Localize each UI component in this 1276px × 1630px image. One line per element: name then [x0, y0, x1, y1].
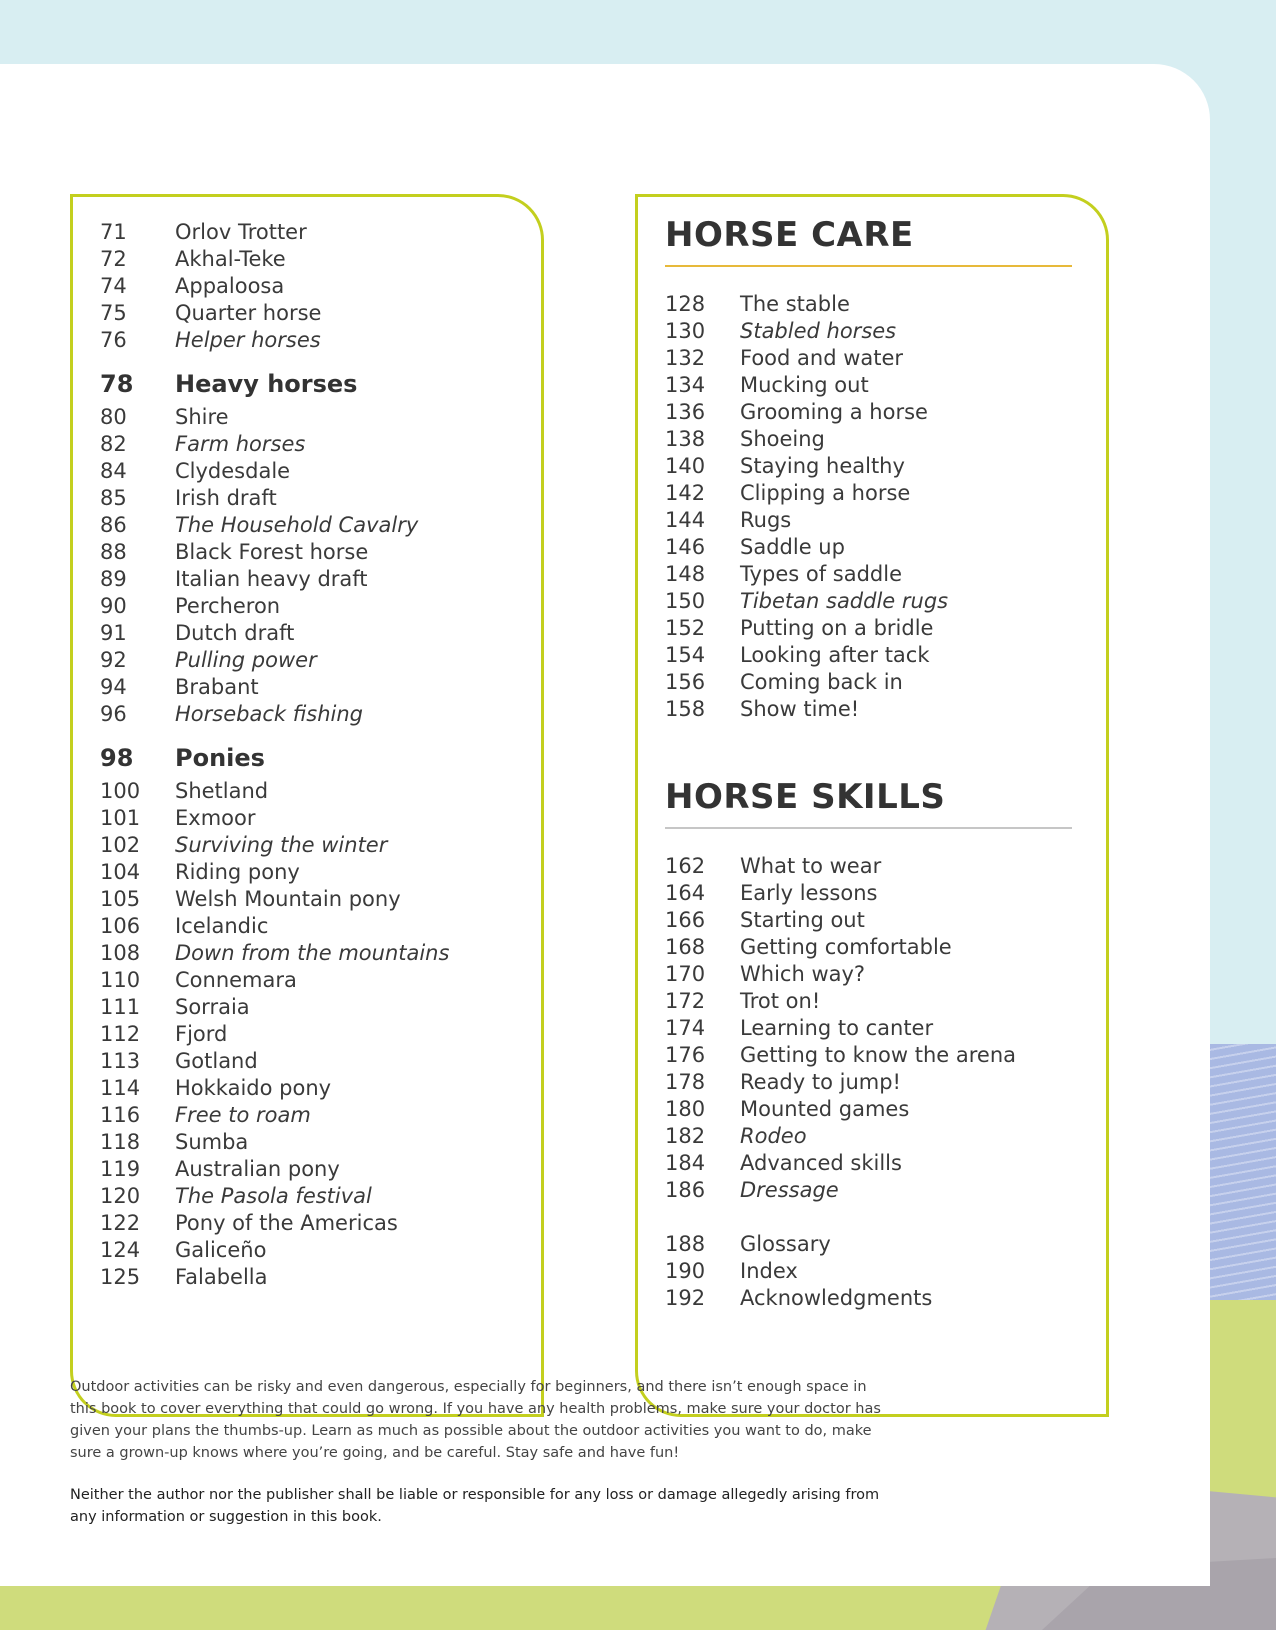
contents-entry — [100, 778, 541, 805]
care-skills-list — [665, 215, 1072, 1312]
entry-title: Show time! — [740, 697, 860, 721]
entry-page-number: 134 — [665, 373, 706, 397]
contents-entry — [100, 539, 541, 566]
contents-entry — [665, 880, 1072, 907]
entry-title: Saddle up — [740, 535, 845, 559]
entry-title: Icelandic — [175, 914, 269, 938]
entry-title: Rodeo — [740, 1124, 807, 1148]
contents-entry — [100, 512, 541, 539]
contents-panel-right — [635, 194, 1109, 1417]
contents-entry — [100, 219, 541, 246]
entry-page-number: 100 — [100, 779, 141, 803]
entry-page-number: 72 — [100, 247, 127, 271]
top-items — [100, 219, 541, 354]
entry-title: Index — [740, 1259, 798, 1283]
entry-title: Types of saddle — [740, 562, 902, 586]
entry-title: Italian heavy draft — [175, 567, 368, 591]
entry-page-number: 132 — [665, 346, 706, 370]
entry-title: Hokkaido pony — [175, 1076, 332, 1100]
contents-entry — [665, 669, 1072, 696]
contents-entry — [100, 458, 541, 485]
entry-title: Early lessons — [740, 881, 878, 905]
contents-entry — [100, 300, 541, 327]
entry-page-number: 86 — [100, 513, 127, 537]
entry-page-number: 186 — [665, 1178, 706, 1202]
contents-entry — [665, 399, 1072, 426]
entry-page-number: 180 — [665, 1097, 706, 1121]
entry-title: Dressage — [740, 1178, 839, 1202]
disclaimer — [70, 1376, 890, 1548]
contents-entry — [665, 1285, 1072, 1312]
entry-title: Quarter horse — [175, 301, 322, 325]
ponies-items — [100, 778, 541, 1291]
entry-page-number: 174 — [665, 1016, 706, 1040]
entry-page-number: 144 — [665, 508, 706, 532]
entry-title: Australian pony — [175, 1157, 340, 1181]
entry-title: Tibetan saddle rugs — [740, 589, 949, 613]
entry-page-number: 138 — [665, 427, 706, 451]
contents-entry — [665, 961, 1072, 988]
contents-entry — [665, 453, 1072, 480]
entry-title: Glossary — [740, 1232, 831, 1256]
contents-entry — [100, 566, 541, 593]
entry-title: Clydesdale — [175, 459, 291, 483]
entry-page-number: 124 — [100, 1238, 141, 1262]
horse-skills-heading: HORSE SKILLS — [665, 777, 1072, 829]
contents-entry — [665, 1069, 1072, 1096]
entry-page-number: 74 — [100, 274, 127, 298]
entry-title: Getting to know the arena — [740, 1043, 1017, 1067]
entry-title: Learning to canter — [740, 1016, 934, 1040]
safety-note: Outdoor activities can be risky and even dangerous, especially for beginners, and there isn’t enough space in this book to cover everything that could go wrong. If you have any health problems, make sure your doctor has given your plans the thumbs-up. Learn as much as possible about the outdoor activities you want to do, make sure a grown-up knows where you’re going, and be careful. Stay safe and have fun! — [70, 1379, 881, 1461]
entry-title: Percheron — [175, 594, 281, 618]
contents-entry — [665, 291, 1072, 318]
breed-list — [100, 219, 541, 1291]
heavy-horses-items — [100, 404, 541, 728]
contents-entry — [665, 534, 1072, 561]
entry-page-number: 80 — [100, 405, 127, 429]
entry-page-number: 162 — [665, 854, 706, 878]
entry-page-number: 158 — [665, 697, 706, 721]
entry-title: Orlov Trotter — [175, 220, 307, 244]
entry-title: Pony of the Americas — [175, 1211, 398, 1235]
entry-title: The stable — [740, 292, 850, 316]
contents-entry — [100, 1048, 541, 1075]
contents-entry — [665, 507, 1072, 534]
contents-entry — [100, 1264, 541, 1291]
entry-title: Stabled horses — [740, 319, 897, 343]
contents-entry — [665, 372, 1072, 399]
entry-page-number: 148 — [665, 562, 706, 586]
entry-page-number: 156 — [665, 670, 706, 694]
contents-entry — [100, 994, 541, 1021]
entry-title: Akhal-Teke — [175, 247, 286, 271]
entry-page-number: 150 — [665, 589, 706, 613]
entry-title: Farm horses — [175, 432, 306, 456]
contents-entry — [665, 1015, 1072, 1042]
entry-page-number: 110 — [100, 968, 141, 992]
entry-page-number: 105 — [100, 887, 141, 911]
entry-title: Falabella — [175, 1265, 268, 1289]
contents-entry — [100, 940, 541, 967]
entry-page-number: 89 — [100, 567, 127, 591]
contents-entry — [100, 647, 541, 674]
entry-page-number: 94 — [100, 675, 127, 699]
entry-title: Gotland — [175, 1049, 258, 1073]
entry-page-number: 152 — [665, 616, 706, 640]
contents-entry — [665, 1231, 1072, 1258]
section-title: Heavy horses — [175, 370, 358, 398]
entry-page-number: 130 — [665, 319, 706, 343]
entry-title: Coming back in — [740, 670, 903, 694]
horse-skills-items — [665, 853, 1072, 1204]
entry-page-number: 184 — [665, 1151, 706, 1175]
contents-entry — [100, 485, 541, 512]
contents-entry — [665, 1150, 1072, 1177]
entry-title: Starting out — [740, 908, 865, 932]
contents-entry — [100, 327, 541, 354]
entry-title: Shire — [175, 405, 229, 429]
entry-title: The Pasola festival — [175, 1184, 372, 1208]
entry-page-number: 92 — [100, 648, 127, 672]
entry-title: Horseback fishing — [175, 702, 364, 726]
contents-entry — [100, 1210, 541, 1237]
entry-title: Exmoor — [175, 806, 256, 830]
entry-page-number: 140 — [665, 454, 706, 478]
section-ponies — [100, 742, 541, 774]
contents-entry — [665, 1042, 1072, 1069]
contents-entry — [100, 1075, 541, 1102]
contents-entry — [665, 642, 1072, 669]
entry-page-number: 112 — [100, 1022, 141, 1046]
entry-page-number: 118 — [100, 1130, 141, 1154]
entry-title: Mucking out — [740, 373, 869, 397]
entry-title: Grooming a horse — [740, 400, 928, 424]
entry-page-number: 142 — [665, 481, 706, 505]
entry-page-number: 164 — [665, 881, 706, 905]
entry-page-number: 111 — [100, 995, 141, 1019]
entry-page-number: 106 — [100, 914, 141, 938]
entry-title: What to wear — [740, 854, 882, 878]
entry-page-number: 113 — [100, 1049, 141, 1073]
entry-title: Appaloosa — [175, 274, 285, 298]
contents-entry — [100, 1021, 541, 1048]
contents-entry — [100, 832, 541, 859]
entry-page-number: 71 — [100, 220, 127, 244]
contents-entry — [100, 674, 541, 701]
entry-page-number: 166 — [665, 908, 706, 932]
contents-entry — [665, 934, 1072, 961]
entry-title: Riding pony — [175, 860, 300, 884]
contents-entry — [665, 1123, 1072, 1150]
entry-page-number: 104 — [100, 860, 141, 884]
entry-title: Trot on! — [740, 989, 821, 1013]
contents-entry — [665, 696, 1072, 723]
entry-page-number: 102 — [100, 833, 141, 857]
entry-page-number: 188 — [665, 1232, 706, 1256]
contents-entry — [100, 1183, 541, 1210]
entry-title: Galiceño — [175, 1238, 267, 1262]
contents-entry — [100, 1129, 541, 1156]
entry-title: Shoeing — [740, 427, 825, 451]
contents-entry — [100, 404, 541, 431]
contents-entry — [665, 561, 1072, 588]
entry-title: Clipping a horse — [740, 481, 911, 505]
entry-page-number: 76 — [100, 328, 127, 352]
entry-page-number: 116 — [100, 1103, 141, 1127]
contents-entry — [100, 593, 541, 620]
contents-entry — [665, 480, 1072, 507]
contents-entry — [665, 345, 1072, 372]
entry-page-number: 122 — [100, 1211, 141, 1235]
entry-title: Putting on a bridle — [740, 616, 934, 640]
entry-page-number: 114 — [100, 1076, 141, 1100]
contents-entry — [665, 615, 1072, 642]
entry-title: Mounted games — [740, 1097, 910, 1121]
entry-title: Food and water — [740, 346, 904, 370]
entry-page-number: 120 — [100, 1184, 141, 1208]
contents-panel-left — [70, 194, 544, 1417]
entry-page-number: 90 — [100, 594, 127, 618]
entry-page-number: 146 — [665, 535, 706, 559]
contents-entry — [665, 907, 1072, 934]
contents-entry — [100, 620, 541, 647]
entry-title: Advanced skills — [740, 1151, 902, 1175]
entry-page-number: 91 — [100, 621, 127, 645]
entry-title: Black Forest horse — [175, 540, 369, 564]
entry-title: Staying healthy — [740, 454, 905, 478]
entry-title: Ready to jump! — [740, 1070, 901, 1094]
contents-entry — [100, 273, 541, 300]
entry-title: Rugs — [740, 508, 792, 532]
entry-page-number: 136 — [665, 400, 706, 424]
contents-entry — [100, 967, 541, 994]
entry-title: The Household Cavalry — [175, 513, 419, 537]
entry-page-number: 85 — [100, 486, 127, 510]
contents-entry — [665, 988, 1072, 1015]
entry-page-number: 119 — [100, 1157, 141, 1181]
horse-care-items — [665, 291, 1072, 723]
entry-title: Sumba — [175, 1130, 249, 1154]
entry-page-number: 170 — [665, 962, 706, 986]
entry-title: Pulling power — [175, 648, 317, 672]
entry-title: Connemara — [175, 968, 297, 992]
entry-title: Helper horses — [175, 328, 321, 352]
entry-page-number: 101 — [100, 806, 141, 830]
entry-title: Brabant — [175, 675, 259, 699]
section-page-number: 98 — [100, 744, 134, 772]
section-title: Ponies — [175, 744, 265, 772]
entry-title: Sorraia — [175, 995, 250, 1019]
entry-title: Shetland — [175, 779, 269, 803]
entry-page-number: 178 — [665, 1070, 706, 1094]
section-page-number: 78 — [100, 370, 134, 398]
entry-page-number: 176 — [665, 1043, 706, 1067]
liability-note: Neither the author nor the publisher shall be liable or responsible for any loss or damage allegedly arising from any information or suggestion in this book. — [70, 1487, 880, 1525]
contents-entry — [100, 805, 541, 832]
contents-entry — [100, 913, 541, 940]
entry-page-number: 128 — [665, 292, 706, 316]
contents-entry — [665, 1258, 1072, 1285]
entry-page-number: 75 — [100, 301, 127, 325]
back-matter-items — [665, 1231, 1072, 1312]
contents-entry — [100, 1102, 541, 1129]
entry-page-number: 192 — [665, 1286, 706, 1310]
contents-entry — [665, 588, 1072, 615]
contents-entry — [665, 426, 1072, 453]
entry-page-number: 88 — [100, 540, 127, 564]
entry-title: Surviving the winter — [175, 833, 388, 857]
contents-entry — [665, 853, 1072, 880]
contents-entry — [100, 246, 541, 273]
entry-title: Which way? — [740, 962, 866, 986]
entry-page-number: 154 — [665, 643, 706, 667]
entry-title: Getting comfortable — [740, 935, 952, 959]
contents-entry — [100, 431, 541, 458]
contents-page — [0, 64, 1210, 1586]
entry-page-number: 125 — [100, 1265, 141, 1289]
entry-title: Looking after tack — [740, 643, 930, 667]
entry-title: Welsh Mountain pony — [175, 887, 401, 911]
contents-entry — [665, 318, 1072, 345]
contents-entry — [100, 886, 541, 913]
contents-entry — [100, 1156, 541, 1183]
entry-title: Down from the mountains — [175, 941, 450, 965]
section-heavy-horses — [100, 368, 541, 400]
contents-entry — [100, 1237, 541, 1264]
entry-title: Dutch draft — [175, 621, 295, 645]
contents-entry — [665, 1177, 1072, 1204]
entry-page-number: 82 — [100, 432, 127, 456]
entry-page-number: 168 — [665, 935, 706, 959]
horse-care-heading: HORSE CARE — [665, 215, 1072, 267]
contents-entry — [665, 1096, 1072, 1123]
entry-page-number: 190 — [665, 1259, 706, 1283]
entry-page-number: 182 — [665, 1124, 706, 1148]
entry-title: Irish draft — [175, 486, 277, 510]
entry-page-number: 172 — [665, 989, 706, 1013]
entry-page-number: 84 — [100, 459, 127, 483]
entry-page-number: 108 — [100, 941, 141, 965]
contents-entry — [100, 859, 541, 886]
entry-title: Fjord — [175, 1022, 228, 1046]
contents-entry — [100, 701, 541, 728]
entry-page-number: 96 — [100, 702, 127, 726]
entry-title: Acknowledgments — [740, 1286, 933, 1310]
entry-title: Free to roam — [175, 1103, 311, 1127]
